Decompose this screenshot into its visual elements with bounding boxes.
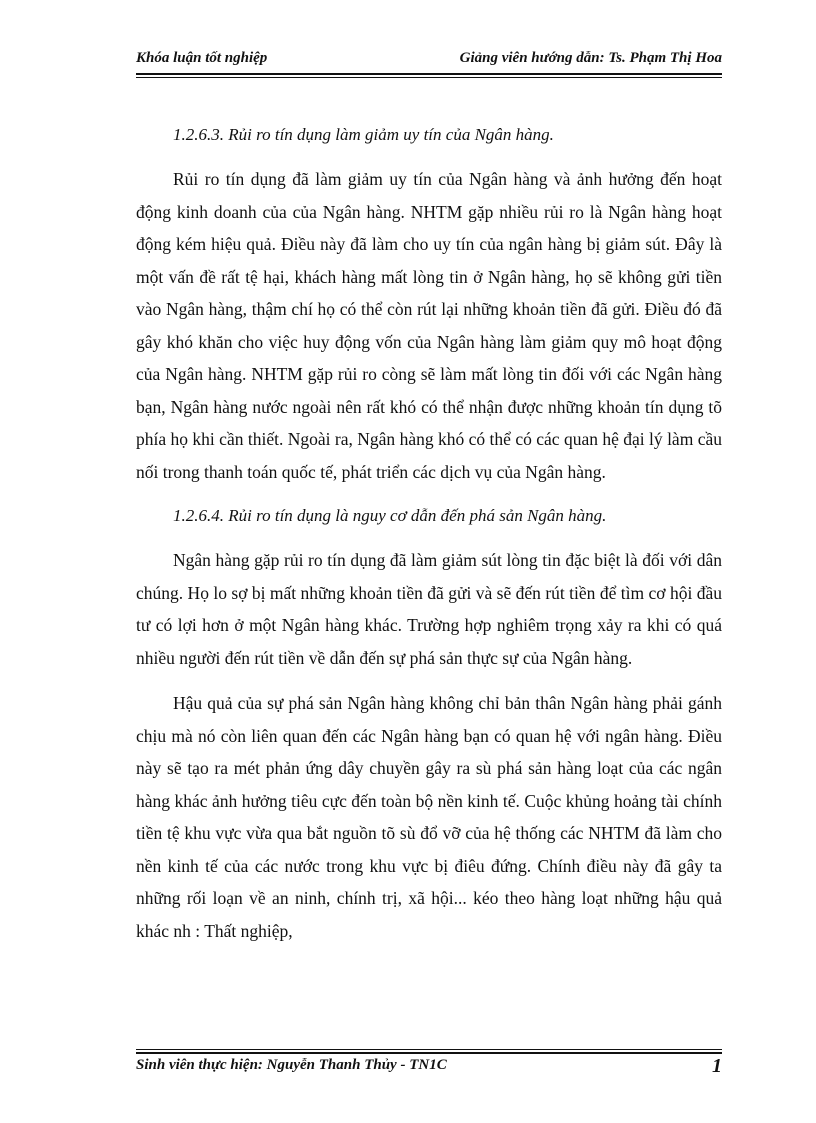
header-rule-thin [136,77,722,78]
header-thesis-title: Khóa luận tốt nghiệp [136,50,268,66]
section-heading-1-2-6-3: 1.2.6.3. Rủi ro tín dụng làm giảm uy tín của Ngân hàng. [173,125,554,144]
document-body [136,117,722,957]
paragraph: Ngân hàng gặp rủi ro tín dụng đã làm giảm sút lòng tin đặc biệt là đối với dân chúng. Họ lo sợ bị mất những khoản tiền đã gửi và sẽ đến rút tiền để tìm cơ hội đầu tư có lợi hơn ở một Ngân hàng khác. Trường hợp nghiêm trọng xảy ra khi có quá nhiều người đến rút tiền về dẫn đến sự phá sản thực sự của Ngân hàng. [136,550,722,668]
page-header [136,50,722,72]
paragraph: Hậu quả của sự phá sản Ngân hàng không chỉ bản thân Ngân hàng phải gánh chịu mà nó còn liên quan đến các Ngân hàng bạn có quan hệ với ngân hàng. Điều này sẽ tạo ra mét phản ứng dây chuyền gây ra sù phá sản hàng loạt của các ngân hàng khác ảnh hưởng tiêu cực đến toàn bộ nền kinh tế. Cuộc khủng hoảng tài chính tiền tệ khu vực vừa qua bắt nguồn tõ sù đổ vỡ của hệ thống các NHTM đã làm cho nền kinh tế của các nước trong khu vực bị điêu đứng. Chính điều này đã gây ta những rối loạn về an ninh, chính trị, xã hội... kéo theo hàng loạt những hậu quả khác nh : Thất nghiệp, [136,693,722,941]
footer-rule [136,1052,722,1054]
page-number: 1 [712,1055,722,1077]
header-supervisor: Giảng viên hướng dẫn: Ts. Phạm Thị Hoa [459,50,722,66]
header-rule [136,73,722,75]
footer-rule-thin [136,1049,722,1050]
section-heading-1-2-6-4: 1.2.6.4. Rủi ro tín dụng là nguy cơ dẫn đến phá sản Ngân hàng. [173,506,607,525]
page-footer [136,1055,722,1079]
footer-student: Sinh viên thực hiện: Nguyễn Thanh Thủy - TN1C [136,1057,447,1073]
paragraph: Rủi ro tín dụng đã làm giảm uy tín của Ngân hàng và ảnh hưởng đến hoạt động kinh doanh của của Ngân hàng. NHTM gặp nhiều rủi ro là Ngân hàng hoạt động kém hiệu quả. Điều này đã làm cho uy tín của ngân hàng bị giảm sút. Đây là một vấn đề rất tệ hại, khách hàng mất lòng tin ở Ngân hàng, họ sẽ không gửi tiền vào Ngân hàng, thậm chí họ có thể còn rút lại những khoản tiền đã gửi. Điều đó đã gây khó khăn cho việc huy động vốn của Ngân hàng làm giảm quy mô hoạt động của Ngân hàng. NHTM gặp rủi ro còng sẽ làm mất lòng tin đối với các Ngân hàng bạn, Ngân hàng nước ngoài nên rất khó có thể nhận được những khoản tín dụng tõ phía họ khi cần thiết. Ngoài ra, Ngân hàng khó có thể có các quan hệ đại lý làm cầu nối trong thanh toán quốc tế, phát triển các dịch vụ của Ngân hàng. [136,169,722,482]
